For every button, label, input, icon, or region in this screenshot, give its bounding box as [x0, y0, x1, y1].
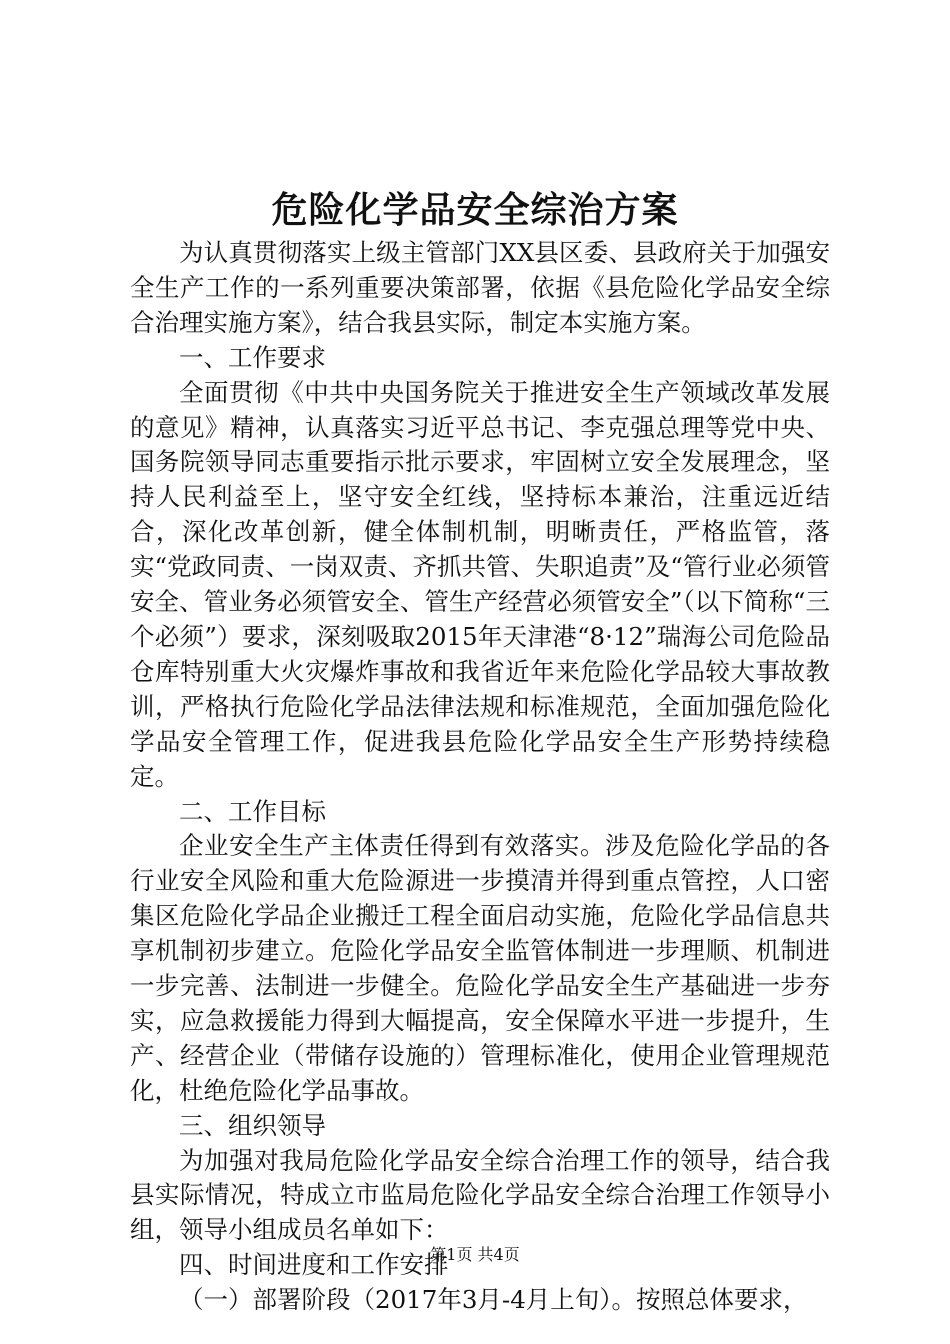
document-body: [130, 236, 830, 1318]
section-heading-schedule: 四、时间进度和工作安排: [179, 1250, 449, 1280]
work-requirements-paragraph: 全面贯彻《中共中央国务院关于推进安全生产领域改革发展的意见》精神，认真落实习近平总书记、李克强总理等党中央、国务院领导同志重要指示批示要求，牢固树立安全发展理念，坚持人民利益至上，坚守安全红线，坚持标本兼治，注重远近结合，深化改革创新，健全体制机制，明晰责任，严格监管，落实“党政同责、一岗双责、齐抓共管、失职追责”及“管行业必须管安全、管业务必须管安全、管生产经营必须管安全”（以下简称“三个必须”）要求，深刻吸取2015年天津港“8·12”瑞海公司危险品仓库特别重大火灾爆炸事故和我省近年来危险化学品较大事故教训，严格执行危险化学品法律法规和标准规范，全面加强危险化学品安全管理工作，促进我县危险化学品安全生产形势持续稳定。: [130, 377, 830, 791]
schedule-phase-one-paragraph: （一）部署阶段（2017年3月-4月上旬）。按照总体要求，: [179, 1285, 808, 1315]
page-number-footer: 第1页 共4页: [430, 1245, 520, 1264]
section-heading-organization: 三、组织领导: [179, 1110, 326, 1140]
section-heading-work-goals: 二、工作目标: [179, 796, 326, 826]
section-heading-work-requirements: 一、工作要求: [179, 342, 326, 372]
document-title: 危险化学品安全综治方案: [271, 189, 679, 231]
work-goals-paragraph: 企业安全生产主体责任得到有效落实。涉及危险化学品的各行业安全风险和重大危险源进一步摸清并得到重点管控，人口密集区危险化学品企业搬迁工程全面启动实施，危险化学品信息共享机制初步建立。危险化学品安全监管体制进一步理顺、机制进一步完善、法制进一步健全。危险化学品安全生产基础进一步夯实，应急救援能力得到大幅提高，安全保障水平进一步提升，生产、经营企业（带储存设施的）管理标准化，使用企业管理规范化，杜绝危险化学品事故。: [130, 831, 830, 1105]
intro-paragraph: 为认真贯彻落实上级主管部门XX县区委、县政府关于加强安全生产工作的一系列重要决策部署，依据《县危险化学品安全综合治理实施方案》，结合我县实际，制定本实施方案。: [130, 238, 830, 337]
organization-paragraph: 为加强对我局危险化学品安全综合治理工作的领导，结合我县实际情况，特成立市监局危险化学品安全综合治理工作领导小组，领导小组成员名单如下：: [130, 1145, 830, 1245]
